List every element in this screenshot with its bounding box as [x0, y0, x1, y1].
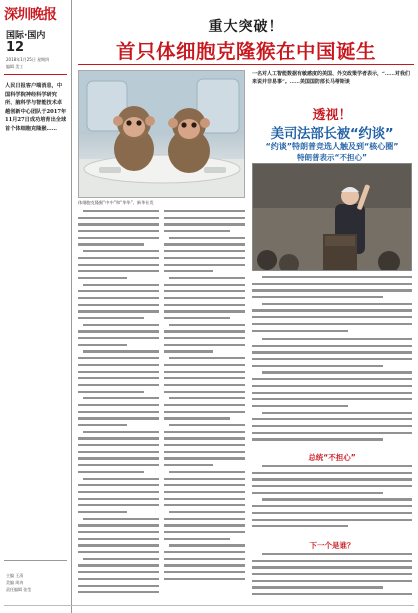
lead-headline: 首只体细胞克隆猴在中国诞生: [115, 40, 376, 63]
second-kicker: 透视！: [312, 108, 352, 123]
page-number: 12: [6, 40, 25, 55]
section-head-1: 总统“不担心”: [308, 453, 356, 462]
teaser-text: 人民日报客户端消息，中国科学院神经科学研究所、脑科学与智能技术卓越创新中心团队于2017年11月27日成功培育出全球首个体细胞克隆猴……: [5, 83, 67, 132]
monkeys-illustration: [79, 71, 245, 198]
credits: [6, 572, 68, 593]
second-headline: 美司法部长被“约谈”: [270, 126, 394, 142]
second-deck-1: “约谈”特朗普竞选人触及到“核心圈”: [265, 142, 399, 151]
lead-kicker: 重大突破！: [208, 19, 284, 35]
edition-label: 编辑 美工: [6, 64, 24, 69]
masthead-title: 深圳晚报: [4, 7, 56, 23]
second-body-part-1: [252, 338, 412, 448]
lead-body-column-2: [164, 210, 245, 602]
credit-line: 责任编辑 张莹: [6, 587, 32, 592]
second-body-part-3: [252, 553, 412, 603]
section-head-2: 下一个是谁？: [309, 541, 355, 550]
sidebar: [0, 0, 72, 613]
right-intro-text: 一名对人工智能数据有敏感度的美国、外交政策学者表示，“……对我们来说并非易事”。……美国国防部长马蒂斯谈: [252, 71, 410, 85]
credit-line: 美编 周冉: [6, 580, 24, 585]
headline-rule: [78, 64, 414, 65]
sidebar-divider-bottom: [4, 560, 67, 561]
second-body-intro: [252, 276, 412, 338]
photo-caption: 体细胞克隆猴“中中”和“华华”。新华社发: [78, 200, 154, 205]
page-bottom-rule: [4, 605, 414, 606]
sidebar-divider: [4, 74, 67, 75]
press-conference-photo: [252, 163, 412, 271]
credit-line: 主编 王清: [6, 573, 24, 578]
speaker-illustration: [253, 164, 412, 271]
lead-body-column-1: [78, 210, 159, 602]
section-name: 国际·国内: [6, 31, 46, 41]
second-body-part-2: [252, 465, 412, 539]
cloned-monkeys-photo: [78, 70, 245, 198]
second-deck-2: 特朗普表示“不担心”: [297, 153, 367, 162]
publication-date: 2018年1月25日 星期四: [6, 57, 50, 62]
